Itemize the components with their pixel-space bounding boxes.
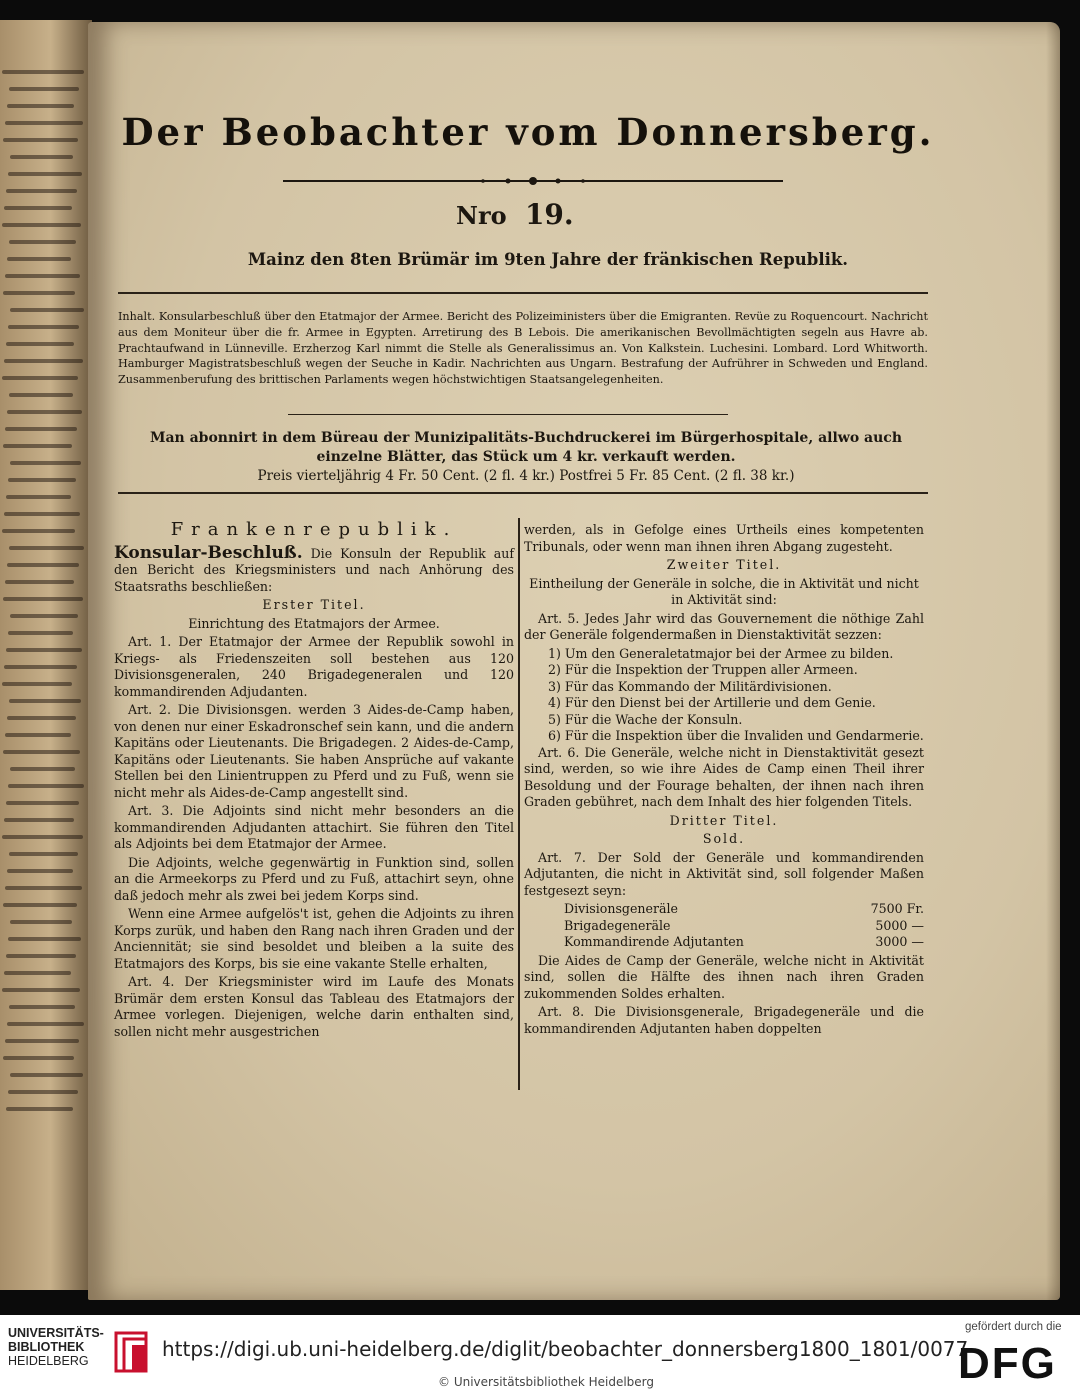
left-page-text-line: [2, 223, 81, 227]
list-item: 1) Um den Generaletatmajor bei der Armee zu bilden.: [548, 645, 894, 661]
article-7-paragraph-2: Die Aides de Camp der Generäle, welche nicht in Aktivität sind, sollen die Hälfte des ihnen nach ihren Graden zukommenden Soldes erhalten.: [524, 952, 924, 1001]
dfg-logo[interactable]: DFG: [958, 1339, 1057, 1388]
left-page-text-line: [5, 580, 74, 584]
left-page-text-line: [9, 87, 79, 91]
left-page-text-line: [4, 818, 74, 822]
article-3-paragraph-2: Die Adjoints, welche gegenwärtig in Funktion sind, sollen an die Armeekorps zu Pferd und zu Fuß, attachirt seyn, ohne daß jedoch mehr als zwei bei jedem Korps sind.: [114, 854, 514, 903]
article-2: Art. 2. Die Divisionsgen. werden 3 Aides-de-Camp haben, von denen nur einer Eskadronschef sein kann, und die andern Kapitäns oder Lieutenants. Die Brigadegen. 2 Aides-de-Camp, Kapitäns oder Lieutenants. Sie haben Ansprüche auf vakante Stellen bei den Linientruppen zu Pferd und zu Fuß, wenn sie nicht mehr als Aides-de-Camp angestellt sind.: [114, 702, 514, 800]
title-1-subheading: Einrichtung des Etatmajors der Armee.: [188, 615, 440, 631]
decree-lead-text: Die Konsuln der Republik auf den Bericht des Kriegsministers und nach Anhörung des Staatsraths beschließen:: [114, 545, 514, 594]
article-7: Art. 7. Der Sold der Generäle und kommandirenden Adjutanten, die nicht in Aktivität sind, soll folgender Maßen festgesezt seyn:: [524, 849, 924, 898]
left-page-text-line: [2, 70, 84, 74]
library-logo-icon[interactable]: [110, 1329, 154, 1375]
left-page-text-line: [10, 461, 81, 465]
pay-label: Brigadegeneräle: [564, 917, 671, 933]
left-page-text-line: [7, 869, 73, 873]
pay-row: [564, 934, 924, 951]
left-page-text-line: [3, 444, 72, 448]
left-page-text-line: [10, 920, 72, 924]
dateline: Mainz den 8ten Brümär im 9ten Jahre der fränkischen Republik.: [247, 250, 849, 269]
left-page-text-line: [7, 1022, 84, 1026]
left-page-text-line: [10, 308, 84, 312]
left-page-text-line: [2, 529, 75, 533]
rule-top: [118, 292, 928, 294]
left-page-text-line: [4, 665, 77, 669]
left-page-text-line: [8, 1090, 78, 1094]
duty-list: [524, 646, 924, 745]
library-logo-text[interactable]: [8, 1326, 104, 1368]
left-page-text-line: [3, 750, 80, 754]
title-3-heading: Dritter Titel.: [669, 812, 779, 828]
left-page-text-line: [6, 189, 77, 193]
left-page-text-line: [7, 410, 82, 414]
funding-label: gefördert durch die: [965, 1321, 1062, 1333]
left-page-text-line: [8, 937, 81, 941]
left-page-text-line: [9, 546, 84, 550]
issue-number-value: 19.: [524, 198, 574, 231]
left-page-text-line: [5, 427, 77, 431]
left-page-text-line: [8, 325, 79, 329]
pay-row: [564, 918, 924, 935]
pay-table: [564, 901, 924, 951]
issue-number: [456, 198, 574, 231]
newspaper-page: [88, 22, 1060, 1300]
left-page-text-line: [7, 716, 76, 720]
issue-number-label: Nro: [456, 201, 507, 230]
left-column: [114, 519, 514, 1042]
left-page-text-line: [2, 682, 72, 686]
left-page-text-line: [2, 988, 80, 992]
left-page-text-line: [5, 1039, 79, 1043]
left-page-text-line: [6, 1107, 73, 1111]
viewer-footer: [0, 1315, 1080, 1400]
left-page-text-line: [10, 767, 75, 771]
library-name-line-1: UNIVERSITÄTS-: [8, 1326, 104, 1340]
pay-amount: 3000 —: [875, 934, 924, 949]
left-page-text-line: [9, 699, 81, 703]
left-page-text-line: [5, 733, 71, 737]
left-page-text-line: [9, 393, 73, 397]
rule-middle: [288, 414, 728, 415]
left-page-text-line: [5, 886, 82, 890]
column-divider: [518, 518, 520, 1090]
title-1-heading: Erster Titel.: [262, 597, 366, 612]
left-page-text-line: [6, 954, 76, 958]
copyright-notice: © Universitätsbibliothek Heidelberg: [438, 1375, 655, 1389]
left-page-text-line: [8, 784, 84, 788]
left-page-text-line: [5, 274, 80, 278]
title-2-heading: Zweiter Titel.: [666, 557, 782, 572]
subscription-line-2: einzelne Blätter, das Stück um 4 kr. verkauft werden.: [316, 449, 736, 465]
left-page-text-line: [8, 172, 82, 176]
left-page-text-line: [4, 206, 72, 210]
left-page-text-line: [6, 342, 74, 346]
list-item: 3) Für das Kommando der Militärdivisionen.: [548, 678, 832, 694]
subscription-notice: [136, 429, 916, 486]
article-1: Art. 1. Der Etatmajor der Armee der Republik sowohl in Kriegs- als Friedenszeiten soll bestehen aus 120 Divisionsgeneralen, 240 Brigadegeneralen und 120 kommandirenden Adjudanten.: [114, 634, 514, 699]
page-edge-shadow: [1046, 22, 1060, 1300]
title-2-subheading: Eintheilung der Generäle in solche, die in Aktivität und nicht in Aktivität sind:: [529, 575, 919, 607]
left-page-text-line: [4, 971, 71, 975]
permalink-url[interactable]: https://digi.ub.uni-heidelberg.de/diglit/beobachter_donnersberg1800_1801/0077: [162, 1337, 969, 1361]
subscription-line-1: Man abonnirt in dem Büreau der Munizipalitäts-Buchdruckerei im Bürgerhospitale, allwo auch: [149, 430, 903, 446]
library-name-line-3: HEIDELBERG: [8, 1354, 89, 1368]
left-page-text-line: [7, 104, 74, 108]
left-page-text-line: [7, 257, 71, 261]
left-page-text-line: [6, 801, 79, 805]
rule-columns: [118, 492, 928, 494]
left-page-text-line: [4, 359, 83, 363]
left-page-fragment: [0, 20, 92, 1290]
left-page-text-line: [5, 121, 83, 125]
library-name-line-2: BIBLIOTHEK: [8, 1340, 85, 1354]
left-page-text-line: [2, 376, 78, 380]
masthead-title: Der Beobachter vom Donnersberg.: [121, 110, 935, 154]
article-3: Art. 3. Die Adjoints sind nicht mehr besonders an die kommandirenden Adjudanten attachirt. Sie führen den Titel als Adjoints bei dem Etatmajor der Armee.: [114, 803, 514, 851]
masthead-ornament: [283, 174, 783, 188]
pay-label: Kommandirende Adjutanten: [564, 934, 744, 949]
article-5: Art. 5. Jedes Jahr wird das Gouvernement die nöthige Zahl der Generäle folgendermaßen in Dienstaktivität sezzen:: [524, 610, 924, 642]
article-4: Art. 4. Der Kriegsminister wird im Laufe des Monats Brümär dem ersten Konsul das Tableau des Etatmajors der Armee vorlegen. Diejenigen, welche darin enthalten sind, sollen nicht mehr ausgestrichen: [114, 974, 514, 1039]
article-4-continued: werden, als in Gefolge eines Urtheils eines kompetenten Tribunals, oder wenn man ihnen ihren Abgang zugesteht.: [524, 522, 924, 554]
decree-lead: [114, 542, 514, 596]
left-page-text-line: [9, 852, 78, 856]
pay-amount: 7500 Fr.: [870, 901, 924, 916]
left-page-text-line: [3, 1056, 74, 1060]
left-page-text-line: [3, 291, 75, 295]
right-column: [524, 522, 924, 1039]
pay-row: [564, 901, 924, 918]
left-page-text-line: [3, 138, 78, 142]
left-page-text-line: [8, 631, 73, 635]
left-page-text-line: [2, 835, 83, 839]
article-8: Art. 8. Die Divisionsgenerale, Brigadegeneräle und die kommandirenden Adjutanten haben doppelten: [524, 1004, 924, 1036]
pay-amount: 5000 —: [875, 917, 924, 933]
list-item: 2) Für die Inspektion der Truppen aller Armeen.: [548, 662, 858, 677]
left-page-text-line: [6, 495, 71, 499]
list-item: 5) Für die Wache der Konsuln.: [548, 711, 743, 727]
left-page-text-line: [6, 648, 82, 652]
left-page-text-line: [8, 478, 76, 482]
left-page-text-line: [3, 903, 77, 907]
list-item: 6) Für die Inspektion über die Invaliden und Gendarmerie.: [548, 728, 924, 743]
section-heading: Frankenrepublik.: [170, 519, 458, 540]
subscription-price: Preis vierteljährig 4 Fr. 50 Cent. (2 fl. 4 kr.) Postfrei 5 Fr. 85 Cent. (2 fl. 38 kr.): [257, 468, 795, 484]
article-3-paragraph-3: Wenn eine Armee aufgelös't ist, gehen die Adjoints zu ihren Korps zurük, und haben den Rang nach ihren Graden und der Anciennität; sie sind besoldet und bleiben a la suite des Etatmajors des Korps, bis sie eine vakante Stelle erhalten,: [114, 906, 514, 971]
left-page-text-line: [4, 512, 80, 516]
list-item: 4) Für den Dienst bei der Artillerie und dem Genie.: [548, 695, 876, 710]
left-page-text-line: [10, 614, 78, 618]
left-page-text-line: [9, 240, 76, 244]
left-page-text-line: [10, 155, 73, 159]
left-page-text-line: [10, 1073, 83, 1077]
pay-label: Divisionsgeneräle: [564, 901, 679, 916]
left-page-text-line: [9, 1005, 75, 1009]
left-page-text-line: [3, 597, 83, 601]
decree-lead-head: Konsular-Beschluß.: [114, 542, 303, 563]
contents-summary: Inhalt. Konsularbeschluß über den Etatmajor der Armee. Bericht des Polizeiministers über die Emigranten. Revüe zu Roquencourt. Nachricht aus dem Moniteur über die fr. Armee in Egypten. Arretirung des B Lebois. Die amerikanischen Bevollmächtigten segeln aus Havre ab. Prachtaufwand in Lünneville. Erzherzog Karl nimmt die Stelle als Generalissimus an. Von Kalkstein. Luchesini. Lombard. Lord Whitworth. Hamburger Magistratsbeschluß wegen der Seuche in Kadir. Nachrichten aus Ungarn. Bestrafung der Aufrührer in Schweden und England. Zusammenberufung des brittischen Parlaments wegen höchstwichtigen Staatsangelegenheiten.: [118, 310, 928, 387]
article-6: Art. 6. Die Generäle, welche nicht in Dienstaktivität gesezt sind, werden, so wie ihre Aides de Camp einen Theil ihrer Besoldung und der Fourage behalten, der ihnen nach ihren Graden gebühret, nach dem Inhalt des hier folgenden Titels.: [524, 744, 924, 809]
left-page-text-line: [7, 563, 79, 567]
title-3-subheading: Sold.: [702, 831, 746, 846]
